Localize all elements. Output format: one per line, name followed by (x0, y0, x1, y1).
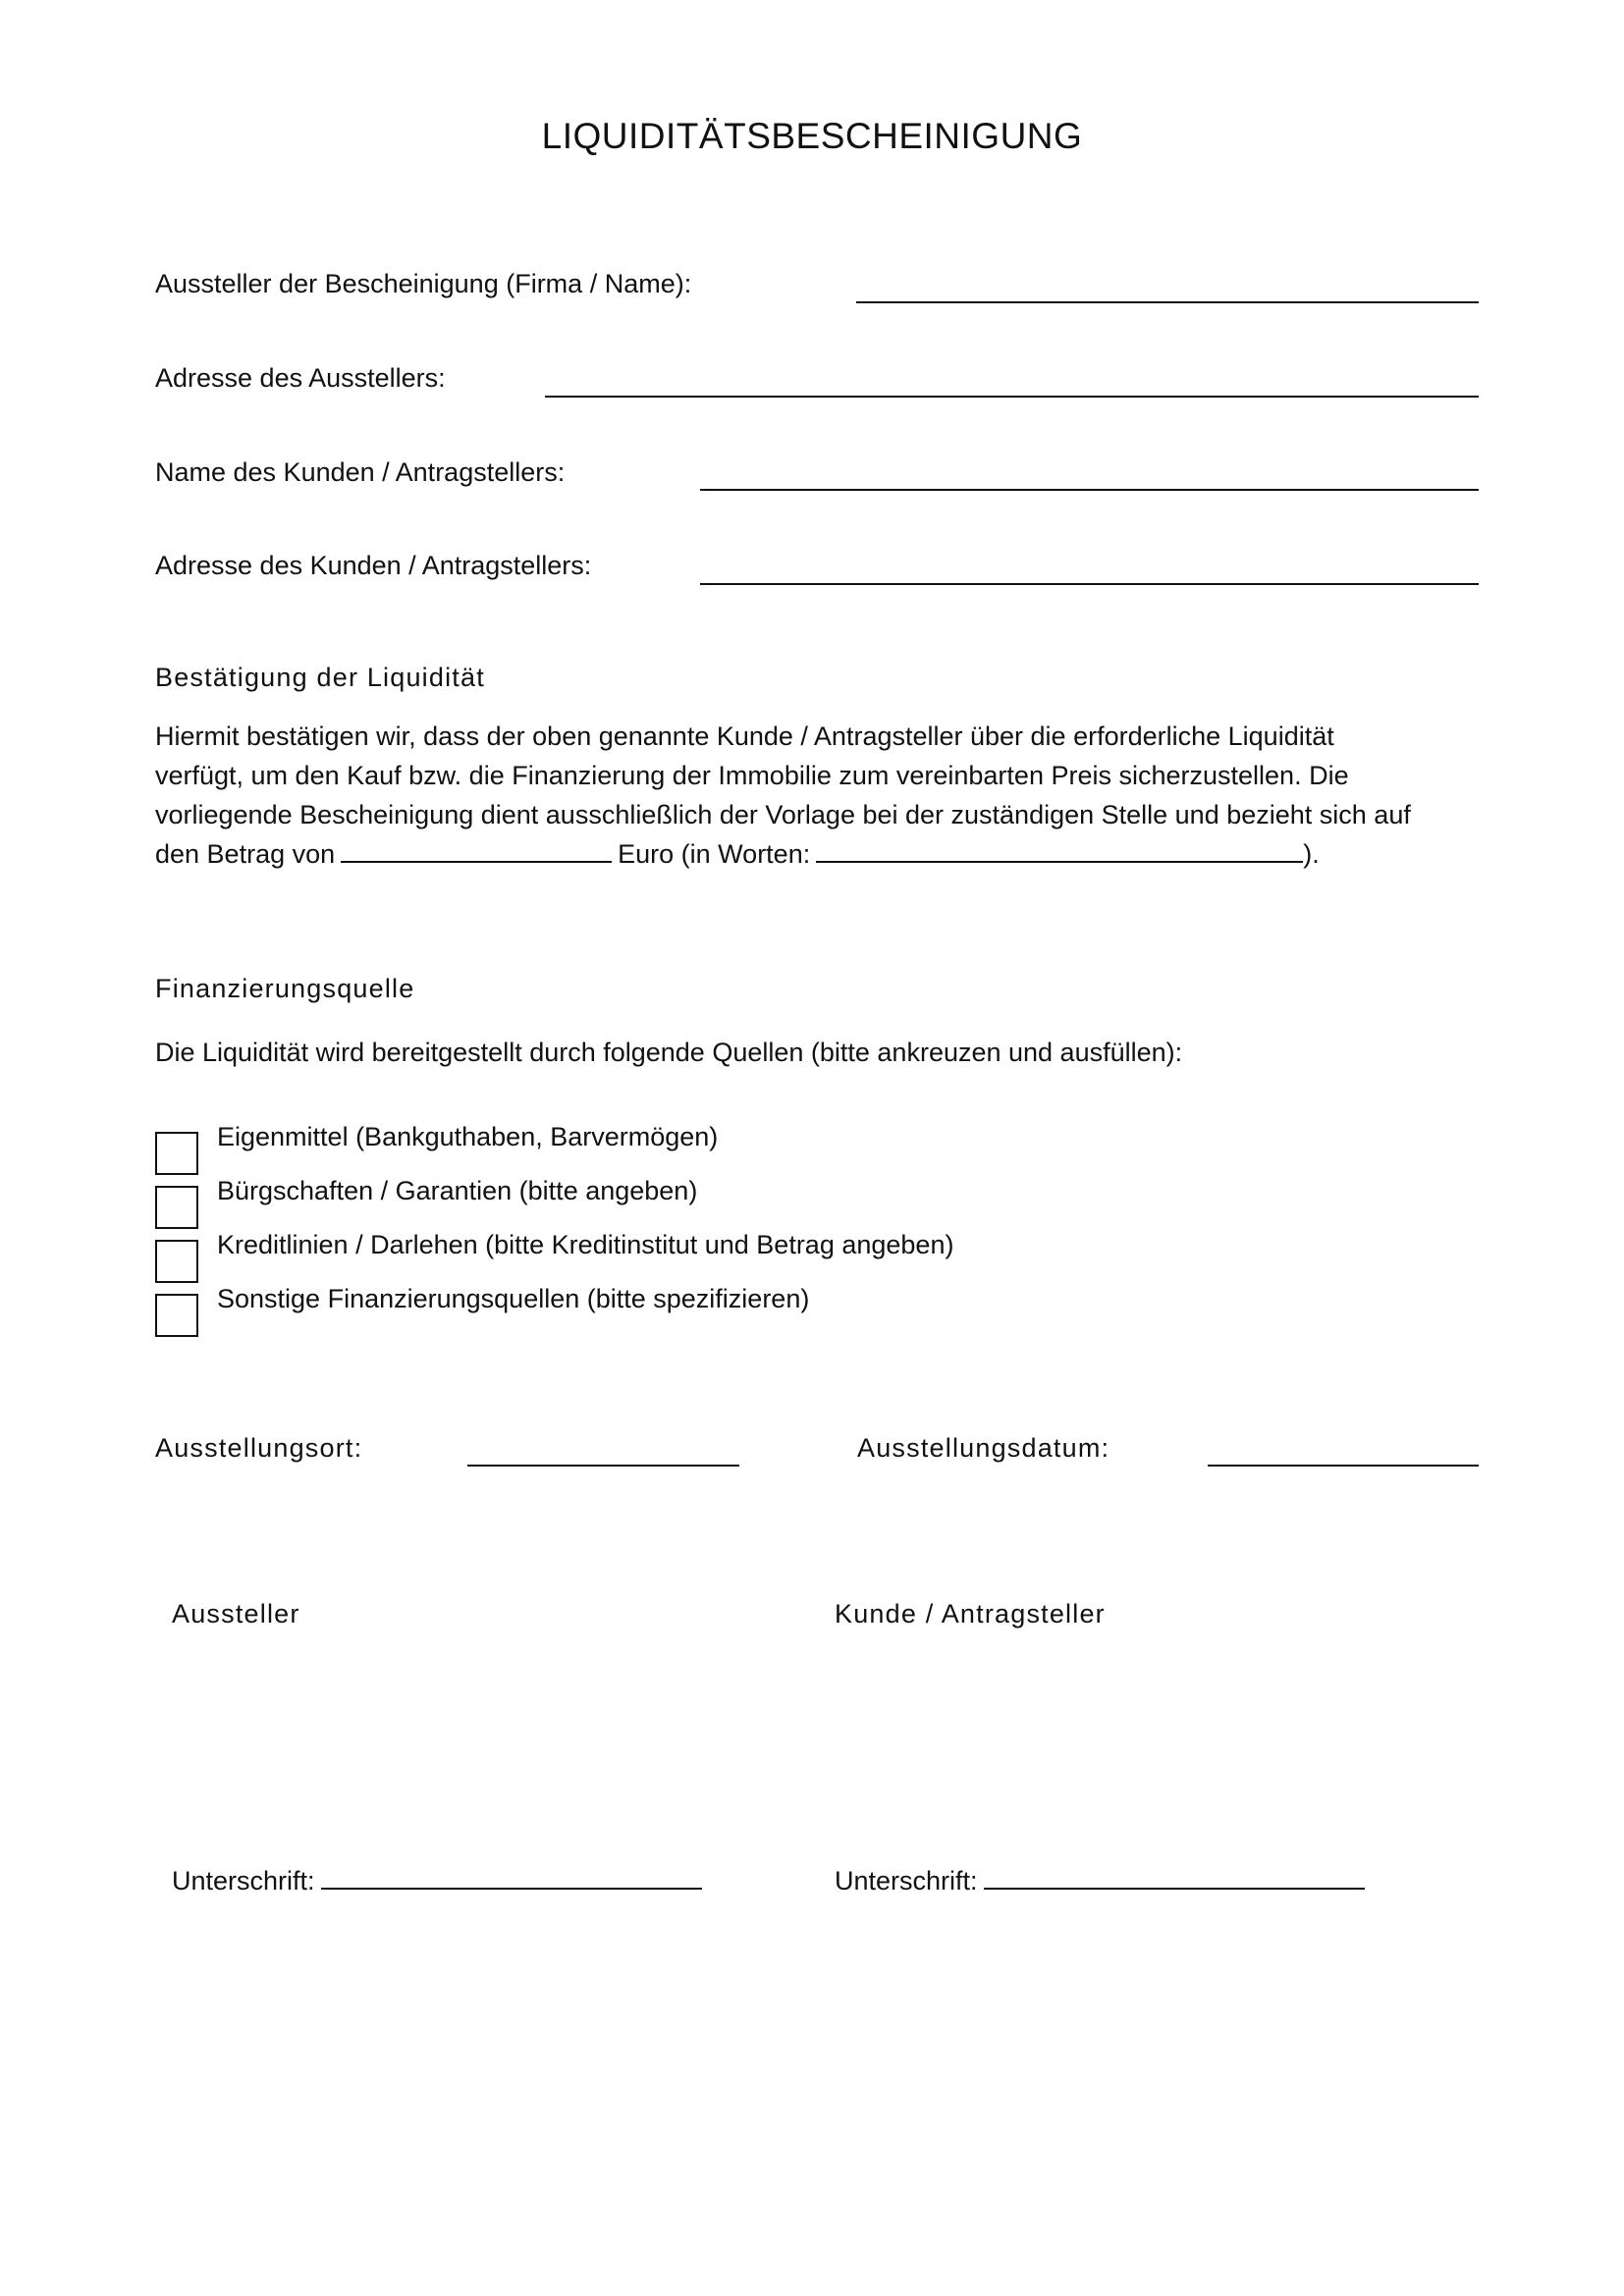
aussteller-field[interactable] (856, 301, 1479, 303)
ausstellungsdatum-label: Ausstellungsdatum: (857, 1433, 1110, 1463)
option-label-eigenmittel: Eigenmittel (Bankguthaben, Barvermögen) (217, 1122, 719, 1151)
document-title: LIQUIDITÄTSBESCHEINIGUNG (541, 116, 1083, 156)
adresse-aussteller-field[interactable] (545, 396, 1479, 398)
confirmation-line-4 (155, 834, 1471, 874)
financing-intro: Die Liquidität wird bereitgestellt durch folgende Quellen (bitte ankreuzen und ausfüllen): (155, 1038, 1183, 1067)
signature-aussteller (172, 1864, 702, 1896)
confirmation-heading: Bestätigung der Liquidität (155, 663, 485, 692)
option-label-sonstige: Sonstige Finanzierungsquellen (bitte spezifizieren) (217, 1284, 810, 1313)
signature-label-aussteller: Unterschrift: (172, 1866, 315, 1896)
adresse-kunde-label: Adresse des Kunden / Antragstellers: (155, 551, 592, 580)
signature-kunde (835, 1864, 1365, 1896)
checkbox-buergschaften[interactable] (155, 1186, 198, 1229)
confirmation-paragraph (155, 717, 1471, 874)
checkbox-kreditlinien[interactable] (155, 1240, 198, 1283)
signature-heading-aussteller: Aussteller (172, 1599, 300, 1629)
checkbox-sonstige[interactable] (155, 1294, 198, 1337)
option-label-buergschaften: Bürgschaften / Garantien (bitte angeben) (217, 1176, 698, 1205)
aussteller-label: Aussteller der Bescheinigung (Firma / Name): (155, 269, 692, 298)
signature-label-kunde: Unterschrift: (835, 1866, 978, 1896)
kunde-field[interactable] (700, 489, 1479, 491)
checkbox-eigenmittel[interactable] (155, 1132, 198, 1175)
ausstellungsort-field[interactable] (467, 1465, 739, 1467)
confirmation-line-1: Hiermit bestätigen wir, dass der oben genannte Kunde / Antragsteller über die erforderliche Liquidität (155, 721, 1334, 751)
amount-words-field[interactable] (816, 835, 1303, 863)
option-label-kreditlinien: Kreditlinien / Darlehen (bitte Kreditinstitut und Betrag angeben) (217, 1230, 954, 1259)
adresse-kunde-field[interactable] (700, 583, 1479, 585)
confirmation-line-3: vorliegende Bescheinigung dient ausschließlich der Vorlage bei der zuständigen Stelle und bezieht sich auf (155, 800, 1411, 829)
financing-heading: Finanzierungsquelle (155, 974, 415, 1003)
amount-suffix: ). (1303, 839, 1320, 869)
amount-field[interactable] (341, 835, 612, 863)
signature-line-kunde[interactable] (984, 1864, 1365, 1890)
amount-words-prefix: Euro (in Worten: (618, 839, 811, 869)
signature-line-aussteller[interactable] (321, 1864, 702, 1890)
ausstellungsort-label: Ausstellungsort: (155, 1433, 363, 1463)
ausstellungsdatum-field[interactable] (1208, 1465, 1479, 1467)
confirmation-line-2: verfügt, um den Kauf bzw. die Finanzierung der Immobilie zum vereinbarten Preis sicherzustellen. Die (155, 761, 1349, 790)
amount-prefix: den Betrag von (155, 839, 336, 869)
adresse-aussteller-label: Adresse des Ausstellers: (155, 363, 446, 393)
signature-heading-kunde: Kunde / Antragsteller (835, 1599, 1106, 1629)
kunde-label: Name des Kunden / Antragstellers: (155, 457, 566, 487)
